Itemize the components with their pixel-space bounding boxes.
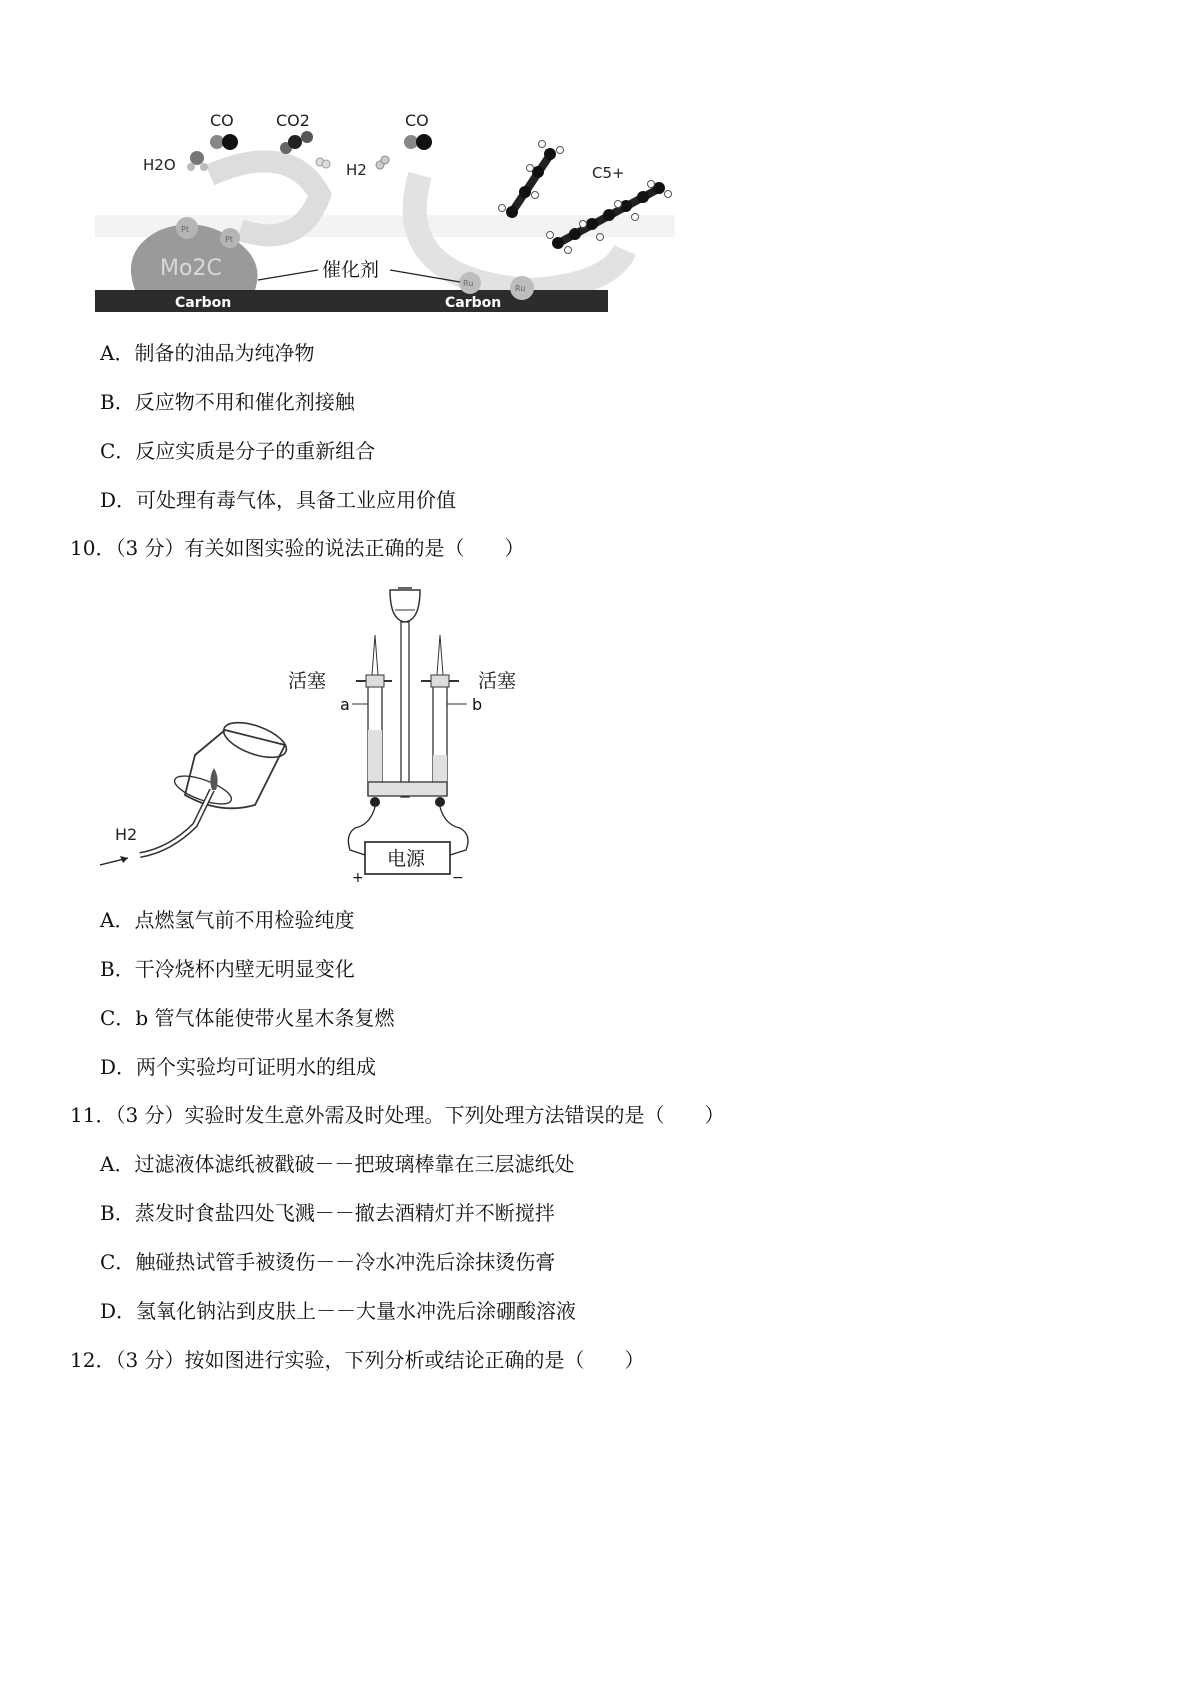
h2o-atom-h2 bbox=[200, 163, 208, 171]
option-text: 蒸发时食盐四处飞溅－－撤去酒精灯并不断搅拌 bbox=[134, 1201, 555, 1225]
q12-stem: 12．（3 分）按如图进行实验，下列分析或结论正确的是（ ） bbox=[70, 1348, 645, 1372]
co-atom-c-2 bbox=[404, 135, 418, 149]
option-key: A． bbox=[100, 341, 135, 365]
q9-option-c bbox=[100, 438, 375, 464]
option-text: 干冷烧杯内壁无明显变化 bbox=[134, 957, 355, 981]
q10-option-c bbox=[100, 1005, 394, 1031]
option-text: 触碰热试管手被烫伤－－冷水冲洗后涂抹烫伤膏 bbox=[135, 1250, 556, 1274]
stopcock-label-right: 活塞 bbox=[478, 670, 517, 692]
q11-option-a bbox=[100, 1151, 574, 1177]
q10-stem: 10．（3 分）有关如图实验的说法正确的是（ ） bbox=[70, 536, 525, 560]
carbon-label-2: Carbon bbox=[445, 295, 502, 311]
h2-atom-4 bbox=[322, 160, 330, 168]
catalyst-label: 催化剂 bbox=[322, 259, 380, 281]
tube-b-label: b bbox=[472, 695, 483, 714]
option-key: C． bbox=[100, 1250, 136, 1274]
option-text: 氢氧化钠沾到皮肤上－－大量水冲洗后涂硼酸溶液 bbox=[136, 1299, 577, 1323]
h2-atom-2 bbox=[381, 156, 389, 164]
co-label-1: CO bbox=[210, 111, 234, 130]
catalyst-figure bbox=[90, 100, 700, 345]
q11-option-d bbox=[100, 1298, 576, 1324]
q11-stem: 11．（3 分）实验时发生意外需及时处理。下列处理方法错误的是（ ） bbox=[70, 1103, 725, 1127]
q11-option-b bbox=[100, 1200, 555, 1226]
positive-terminal: + bbox=[352, 870, 364, 886]
option-text: 点燃氢气前不用检验纯度 bbox=[134, 908, 355, 932]
power-supply-label: 电源 bbox=[387, 848, 426, 870]
negative-terminal: − bbox=[452, 870, 464, 886]
co2-atom-2 bbox=[288, 135, 302, 149]
electrolysis-apparatus bbox=[348, 588, 468, 874]
option-key: C． bbox=[100, 439, 136, 463]
c5plus-label: C5+ bbox=[592, 164, 625, 182]
q9-option-b bbox=[100, 389, 355, 415]
mo2c-label: Mo2C bbox=[160, 256, 222, 281]
option-key: C． bbox=[100, 1006, 136, 1030]
hydrocarbon-chain-short bbox=[499, 141, 564, 219]
option-text: 可处理有毒气体，具备工业应用价值 bbox=[136, 488, 457, 512]
q10-option-a bbox=[100, 907, 354, 933]
stopcock-label-left: 活塞 bbox=[288, 670, 327, 692]
q9-option-d bbox=[100, 487, 456, 513]
co-atom-o-1 bbox=[222, 134, 238, 150]
option-key: B． bbox=[100, 390, 135, 414]
catalyst-leader-left bbox=[258, 270, 318, 280]
co-atom-o-2 bbox=[416, 134, 432, 150]
option-text: 制备的油品为纯净物 bbox=[134, 341, 315, 365]
option-text: 反应实质是分子的重新组合 bbox=[135, 439, 376, 463]
co-atom-c-1 bbox=[210, 135, 224, 149]
h2-label: H2 bbox=[346, 161, 367, 179]
option-key: D． bbox=[100, 1055, 137, 1079]
option-text: 反应物不用和催化剂接触 bbox=[134, 390, 355, 414]
q9-option-a bbox=[100, 340, 314, 366]
tube-a-label: a bbox=[340, 695, 350, 714]
option-text: 过滤液体滤纸被戳破－－把玻璃棒靠在三层滤纸处 bbox=[134, 1152, 575, 1176]
beaker-icon bbox=[171, 716, 290, 810]
option-key: B． bbox=[100, 957, 135, 981]
option-key: D． bbox=[100, 488, 137, 512]
option-key: A． bbox=[100, 1152, 135, 1176]
h2o-atom-o bbox=[190, 151, 204, 165]
q10-option-d bbox=[100, 1054, 376, 1080]
co2-label: CO2 bbox=[276, 111, 310, 130]
q10-figure bbox=[100, 580, 550, 890]
h2o-atom-h1 bbox=[187, 163, 195, 171]
option-key: A． bbox=[100, 908, 135, 932]
carbon-label-1: Carbon bbox=[175, 295, 232, 311]
pt-label-2: Pt bbox=[225, 235, 233, 244]
option-key: D． bbox=[100, 1299, 137, 1323]
co-label-2: CO bbox=[405, 111, 429, 130]
option-text: 两个实验均可证明水的组成 bbox=[136, 1055, 377, 1079]
option-key: B． bbox=[100, 1201, 135, 1225]
option-text: b 管气体能使带火星木条复燃 bbox=[135, 1006, 395, 1030]
h2o-label: H2O bbox=[143, 156, 176, 174]
ru-label-1: Ru bbox=[463, 279, 474, 288]
ru-label-2: Ru bbox=[515, 284, 526, 293]
q10-option-b bbox=[100, 956, 355, 982]
h2-gas-label: H2 bbox=[115, 825, 138, 844]
pt-label-1: Pt bbox=[181, 225, 189, 234]
q11-option-c bbox=[100, 1249, 555, 1275]
co2-atom-3 bbox=[301, 131, 313, 143]
